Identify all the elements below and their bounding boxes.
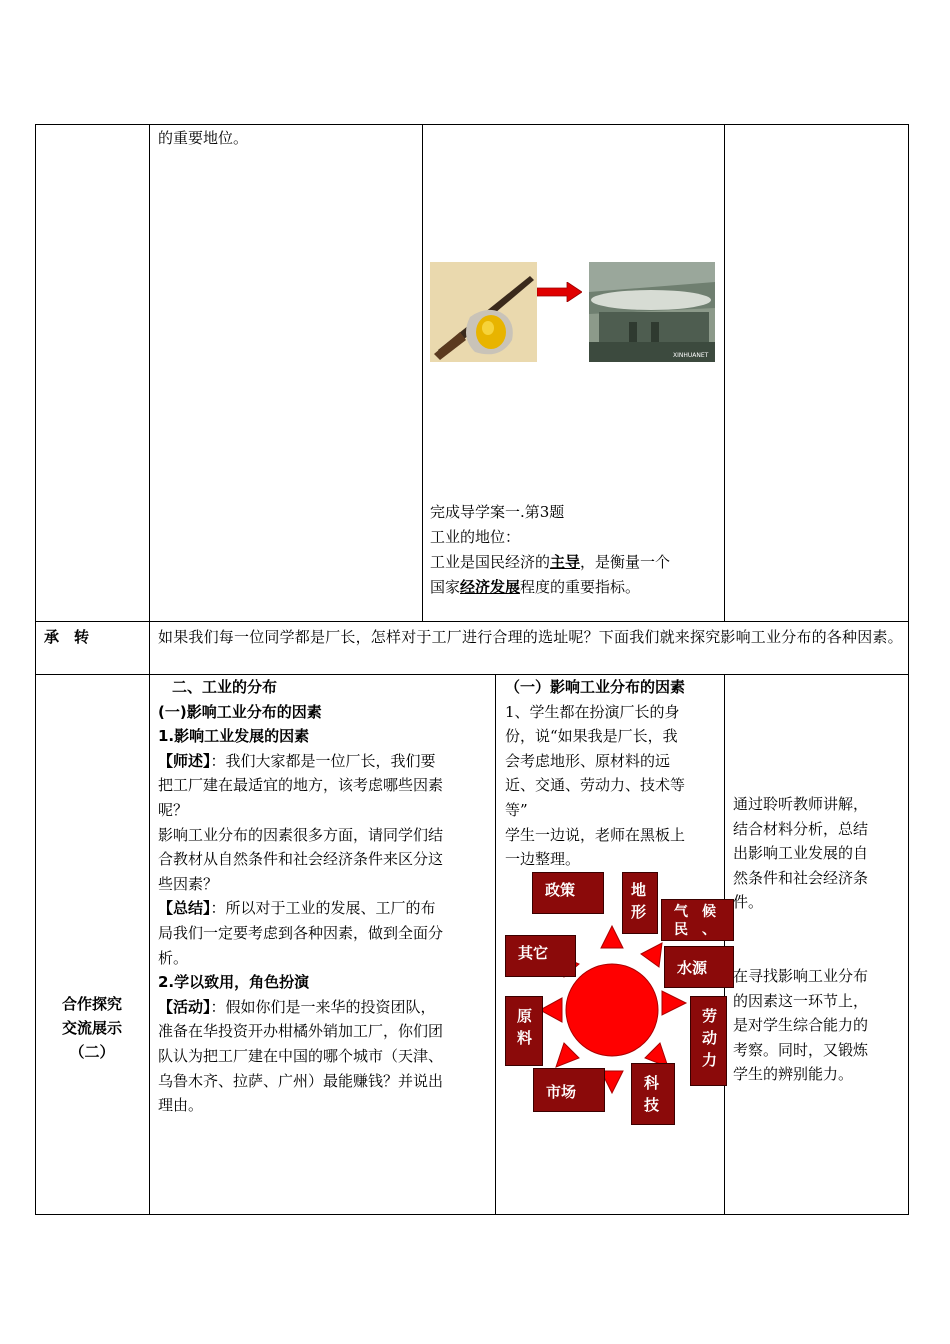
row3-col3-content — [505, 675, 721, 872]
table-col-divider — [422, 124, 423, 622]
text-line: 份，说“如果我是厂长，我 — [505, 727, 678, 746]
text-line: 学生的辨别能力。 — [733, 1065, 854, 1084]
table-col-divider — [724, 124, 725, 622]
table-border-left — [35, 124, 36, 1215]
table-col-divider — [495, 674, 496, 1215]
row3-label-line: （二） — [69, 1043, 115, 1061]
factor-terrain: 地形 — [622, 872, 658, 934]
text-line: ：所以对于工业的发展、工厂的布 — [210, 899, 436, 918]
table-border-right — [908, 124, 909, 1215]
musket-image — [430, 262, 537, 362]
table-col-divider — [149, 124, 150, 1215]
row3-label — [40, 992, 144, 1064]
text-line: 考察。同时，又锻炼 — [733, 1040, 869, 1059]
text-line: 等” — [505, 800, 528, 819]
tag-zongjie: 【总结】 — [158, 899, 211, 918]
text-line: 队认为把工厂建在中国的哪个城市（天津、 — [158, 1046, 444, 1065]
line1-text-end: ，是衡量一个 — [580, 553, 671, 571]
climate-line: 民 、 — [674, 922, 716, 938]
table-row-divider — [35, 621, 909, 622]
text-line: 一边整理。 — [505, 850, 581, 869]
missile-icon — [589, 262, 715, 362]
factor-climate — [661, 899, 734, 941]
missile-image — [589, 262, 715, 362]
row3-label-line: 交流展示 — [61, 1019, 122, 1037]
row1-line2 — [430, 575, 640, 600]
text-line: 出影响工业发展的自 — [733, 844, 869, 863]
table-border-bottom — [35, 1214, 909, 1215]
factor-market: 市场 — [533, 1068, 605, 1112]
ray-triangle — [641, 943, 662, 967]
text-line: 在寻找影响工业分布 — [733, 966, 869, 985]
text-line: 呢？ — [158, 800, 189, 819]
ray-triangle — [601, 926, 623, 948]
paragraph-zongjie — [158, 896, 493, 970]
row3-col2-content — [158, 675, 493, 1118]
climate-line: 气 候 — [674, 904, 716, 920]
text-line: 是对学生综合能力的 — [733, 1016, 869, 1035]
keyword-jingji: 经济发展 — [460, 578, 521, 596]
text-line: 合教材从自然条件和社会经济条件来区分这 — [158, 850, 444, 869]
line2-text-end: 程度的重要指标。 — [520, 578, 641, 596]
text-line: 结合材料分析，总结 — [733, 819, 869, 838]
factor-water: 水源 — [664, 946, 734, 988]
text-line: 把工厂建在最适宜的地方，该考虑哪些因素 — [158, 776, 444, 795]
table-border-top — [35, 124, 909, 125]
factor-tech: 科技 — [631, 1063, 675, 1125]
text-line: 然条件和社会经济条 — [733, 868, 869, 887]
row3-label-line: 合作探究 — [61, 995, 122, 1013]
text-line: 影响工业分布的因素很多方面，请同学们结 — [158, 825, 444, 844]
text-line: 理由。 — [158, 1096, 204, 1115]
text-line: 通过聆听教师讲解， — [733, 795, 869, 813]
text-line: 乌鲁木齐、拉萨、广州）最能赚钱？并说出 — [158, 1071, 444, 1090]
ray-triangle — [556, 1043, 579, 1067]
factor-raw: 原料 — [505, 996, 543, 1066]
arrow-right-icon — [537, 282, 582, 302]
row1-heading: 工业的地位： — [430, 528, 521, 546]
text-line: ：假如你们是一来华的投资团队， — [210, 997, 436, 1016]
text-line: 1、学生都在扮演厂长的身 — [505, 702, 680, 721]
text-line: 件。 — [733, 893, 764, 912]
text-line: 的因素这一环节上， — [733, 991, 869, 1010]
text-line: 准备在华投资开办柑橘外销加工厂，你们团 — [158, 1022, 444, 1041]
subsection-heading: (一)影响工业分布的因素 — [158, 702, 322, 721]
ray-triangle — [540, 998, 562, 1022]
factor-diagram — [500, 868, 740, 1128]
keyword-zhudao: 主导 — [550, 553, 581, 571]
text-line: 学生一边说，老师在黑板上 — [505, 825, 686, 844]
paragraph-huodong — [158, 995, 493, 1118]
row2-label: 承 转 — [44, 628, 90, 646]
line2-text: 国家 — [430, 578, 461, 596]
ray-triangle — [662, 991, 686, 1015]
row1-col2-text: 的重要地位。 — [158, 129, 249, 147]
text-line: ：我们大家都是一位厂长，我们要 — [210, 751, 436, 770]
row2-text: 如果我们每一位同学都是厂长，怎样对于工厂进行合理的选址呢？下面我们就来探究影响工业分布的各种因素。 — [158, 628, 903, 646]
factor-labor: 劳动力 — [690, 996, 727, 1086]
row3-col4-content — [733, 792, 905, 1087]
text-line: 析。 — [158, 948, 189, 967]
sun-circle — [566, 964, 658, 1056]
row1-line1 — [430, 550, 670, 575]
factor-policy: 政策 — [532, 872, 604, 914]
line1-text: 工业是国民经济的 — [430, 553, 551, 571]
musket-icon — [430, 262, 537, 362]
text-line: 近、交通、劳动力、技术等 — [505, 776, 686, 795]
section-heading: （一）影响工业分布的因素 — [505, 678, 686, 696]
tag-huodong: 【活动】 — [158, 997, 211, 1016]
factor-other: 其它 — [505, 935, 576, 977]
subsection-heading: 2.学以致用，角色扮演 — [158, 973, 310, 992]
text-line: 局我们一定要考虑到各种因素，做到全面分 — [158, 923, 444, 942]
paragraph-shishu — [158, 749, 493, 823]
paragraph-factors — [158, 823, 493, 897]
subsection-heading: 1.影响工业发展的因素 — [158, 727, 310, 746]
text-line: 些因素？ — [158, 874, 219, 893]
row1-task: 完成导学案一.第3题 — [430, 503, 565, 521]
image-watermark: XINHUANET — [673, 352, 709, 359]
section-heading: 二、工业的分布 — [172, 678, 278, 696]
tag-shishu: 【师述】 — [158, 751, 211, 770]
text-line: 会考虑地形、原材料的远 — [505, 751, 671, 770]
